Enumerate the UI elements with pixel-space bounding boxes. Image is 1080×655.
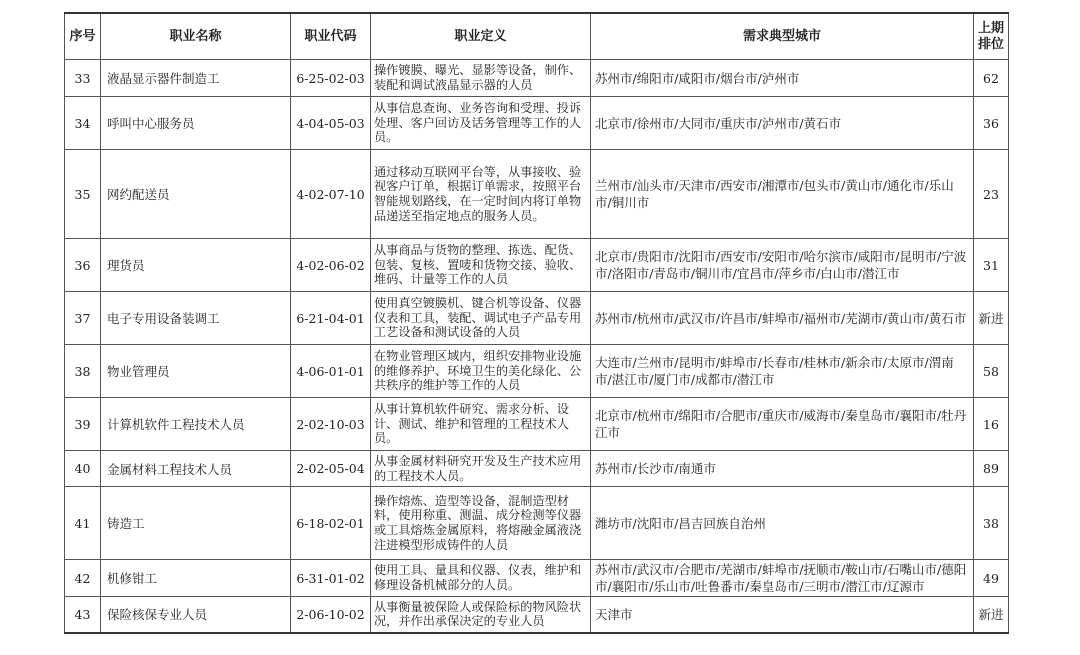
occupation-definition: [371, 487, 591, 560]
demand-cities-text: 潍坊市/沈阳市/昌吉回族自治州: [595, 515, 766, 531]
row-number: [65, 97, 101, 150]
occupation-code: [291, 560, 371, 597]
previous-rank: [974, 560, 1009, 597]
table-header-row: [65, 13, 1009, 60]
previous-rank: [974, 60, 1009, 97]
occupation-name: [101, 398, 291, 451]
row-number-text: 38: [74, 363, 91, 379]
demand-cities: [591, 60, 974, 97]
row-number-text: 40: [74, 461, 91, 476]
occupation-table-container: [64, 12, 1008, 634]
row-number: [65, 451, 101, 487]
occupation-code: [291, 150, 371, 239]
demand-cities: [591, 487, 974, 560]
demand-cities-text: 北京市/徐州市/大同市/重庆市/泸州市/黄石市: [595, 115, 842, 131]
previous-rank: [974, 597, 1009, 633]
table-row: [65, 451, 1009, 487]
header-code: 职业代码: [291, 13, 371, 60]
occupation-definition-text: 从事衡量被保险人或保险标的物风险状况，并作出承保决定的专业人员: [374, 599, 582, 629]
previous-rank-text: 89: [983, 461, 999, 476]
row-number: [65, 345, 101, 398]
occupation-name: [101, 150, 291, 239]
occupation-code: [291, 597, 371, 633]
occupation-code-text: 6-25-02-03: [296, 70, 365, 86]
demand-cities: [591, 239, 974, 292]
occupation-definition-text: 在物业管理区域内，组织安排物业设施的维修养护、环境卫生的美化绿化、公共秩序的维护等工作的人员: [374, 349, 582, 393]
occupation-code: [291, 60, 371, 97]
occupation-code-text: 2-02-10-03: [296, 416, 365, 432]
row-number-text: 43: [74, 606, 91, 622]
demand-cities: [591, 292, 974, 345]
demand-cities: [591, 97, 974, 150]
occupation-name: [101, 487, 291, 560]
occupation-definition-text: 从事商品与货物的整理、拣选、配货、包装、复核、置唛和货物交接、验收、堆码、计量等工作的人员: [374, 243, 582, 287]
occupation-name: [101, 60, 291, 97]
row-number: [65, 150, 101, 239]
previous-rank-text: 36: [983, 115, 999, 131]
demand-cities: [591, 150, 974, 239]
occupation-definition: [371, 239, 591, 292]
table-row: [65, 60, 1009, 97]
demand-cities: [591, 560, 974, 597]
row-number-text: 39: [74, 416, 91, 432]
occupation-definition-text: 使用真空镀膜机、键合机等设备、仪器仪表和工具，装配、调试电子产品专用工艺设备和测试设备的人员: [374, 296, 582, 340]
table-row: [65, 560, 1009, 597]
previous-rank: [974, 451, 1009, 487]
row-number: [65, 398, 101, 451]
header-name: 职业名称: [101, 13, 291, 60]
occupation-definition-text: 操作镀膜、曝光、显影等设备，制作、装配和调试液晶显示器的人员: [374, 63, 582, 92]
occupation-name-text: 电子专用设备装调工: [107, 311, 220, 326]
occupation-code: [291, 398, 371, 451]
previous-rank-text: 新进: [978, 311, 1004, 326]
occupation-code: [291, 97, 371, 150]
demand-cities-text: 兰州市/汕头市/天津市/西安市/湘潭市/包头市/黄山市/通化市/乐山市/铜川市: [595, 178, 954, 210]
occupation-name-text: 机修钳工: [107, 571, 158, 586]
occupation-code-text: 4-02-07-10: [296, 186, 365, 202]
row-number: [65, 560, 101, 597]
previous-rank: [974, 345, 1009, 398]
table-row: [65, 97, 1009, 150]
row-number: [65, 60, 101, 97]
row-number: [65, 487, 101, 560]
occupation-code-text: 4-04-05-03: [296, 115, 365, 131]
occupation-name-text: 网约配送员: [107, 187, 170, 202]
occupation-name-text: 金属材料工程技术人员: [107, 461, 233, 477]
demand-cities-text: 苏州市/绵阳市/咸阳市/烟台市/泸州市: [595, 70, 800, 86]
header-definition: 职业定义: [371, 13, 591, 60]
occupation-name: [101, 97, 291, 150]
occupation-code-text: 2-06-10-02: [296, 606, 365, 622]
previous-rank: [974, 292, 1009, 345]
table-row: [65, 292, 1009, 345]
row-number-text: 36: [74, 257, 91, 273]
occupation-code-text: 6-31-01-02: [296, 570, 365, 586]
occupation-name-text: 物业管理员: [107, 364, 170, 379]
occupation-name-text: 呼叫中心服务员: [107, 116, 195, 131]
demand-cities-text: 苏州市/杭州市/武汉市/许昌市/蚌埠市/福州市/芜湖市/黄山市/黄石市: [595, 310, 967, 326]
occupation-name: [101, 239, 291, 292]
previous-rank-text: 38: [983, 515, 999, 531]
demand-cities-text: 苏州市/长沙市/南通市: [595, 461, 716, 476]
row-number-text: 34: [74, 115, 91, 131]
row-number-text: 41: [74, 515, 91, 531]
previous-rank-text: 16: [983, 416, 999, 432]
previous-rank: [974, 487, 1009, 560]
demand-cities: [591, 451, 974, 487]
occupation-name: [101, 345, 291, 398]
occupation-name: [101, 560, 291, 597]
occupation-definition: [371, 560, 591, 597]
occupation-definition: [371, 60, 591, 97]
previous-rank-text: 31: [983, 257, 999, 273]
header-no: 序号: [65, 13, 101, 60]
previous-rank-text: 新进: [978, 607, 1004, 623]
table-row: [65, 150, 1009, 239]
occupation-definition-text: 使用工具、量具和仪器、仪表，维护和修理设备机械部分的人员。: [374, 563, 582, 592]
previous-rank-text: 62: [983, 70, 999, 86]
row-number-text: 35: [74, 186, 91, 202]
row-number: [65, 239, 101, 292]
occupation-name: [101, 292, 291, 345]
demand-cities-text: 天津市: [595, 606, 633, 622]
table-row: [65, 239, 1009, 292]
occupation-name-text: 液晶显示器件制造工: [107, 71, 220, 86]
occupation-definition: [371, 150, 591, 239]
demand-cities-text: 北京市/杭州市/绵阳市/合肥市/重庆市/威海市/秦皇岛市/襄阳市/牡丹江市: [595, 408, 967, 440]
occupation-definition-text: 操作熔炼、造型等设备，混制造型材料，使用称重、测温、成分检测等仪器或工具熔炼金属原料，将熔融金属液浇注进模型形成铸件的人员: [374, 493, 582, 552]
row-number-text: 42: [74, 570, 91, 586]
occupation-name-text: 保险核保专业人员: [107, 607, 208, 623]
occupation-code: [291, 239, 371, 292]
demand-cities: [591, 597, 974, 633]
table-row: [65, 487, 1009, 560]
occupation-code: [291, 487, 371, 560]
occupation-name-text: 铸造工: [107, 516, 145, 531]
occupation-definition-text: 从事信息查询、业务咨询和受理、投诉处理、客户回访及话务管理等工作的人员。: [374, 101, 582, 145]
occupation-name: [101, 597, 291, 633]
demand-cities-text: 北京市/贵阳市/沈阳市/西安市/安阳市/哈尔滨市/咸阳市/昆明市/宁波市/洛阳市/青岛市/铜川市/宜昌市/萍乡市/白山市/潜江市: [595, 249, 967, 281]
occupation-code: [291, 345, 371, 398]
table-row: [65, 597, 1009, 633]
header-rank-line1: 上期: [977, 20, 1004, 36]
previous-rank: [974, 239, 1009, 292]
row-number: [65, 292, 101, 345]
occupation-code-text: 6-18-02-01: [296, 515, 365, 531]
table-row: [65, 398, 1009, 451]
demand-cities-text: 大连市/兰州市/昆明市/蚌埠市/长春市/桂林市/新余市/太原市/渭南市/湛江市/厦门市/成都市/潜江市: [595, 355, 954, 387]
occupation-definition-text: 从事金属材料研究开发及生产技术应用的工程技术人员。: [374, 453, 582, 483]
row-number-text: 37: [74, 310, 91, 326]
demand-cities: [591, 398, 974, 451]
header-rank: [974, 13, 1009, 60]
occupation-definition: [371, 97, 591, 150]
occupation-definition: [371, 451, 591, 487]
table-row: [65, 345, 1009, 398]
occupation-code-text: 2-02-05-04: [296, 461, 365, 476]
occupation-code-text: 4-06-01-01: [296, 363, 365, 379]
occupation-code-text: 6-21-04-01: [296, 310, 365, 326]
occupation-name-text: 理货员: [107, 258, 145, 273]
demand-cities: [591, 345, 974, 398]
occupation-demand-table: [64, 12, 1009, 634]
occupation-code: [291, 292, 371, 345]
occupation-code-text: 4-02-06-02: [296, 257, 365, 273]
previous-rank: [974, 97, 1009, 150]
occupation-definition: [371, 292, 591, 345]
previous-rank-text: 49: [983, 570, 999, 586]
occupation-name-text: 计算机软件工程技术人员: [107, 417, 245, 432]
occupation-definition: [371, 345, 591, 398]
header-cities: 需求典型城市: [591, 13, 974, 60]
previous-rank-text: 23: [983, 186, 999, 202]
occupation-definition-text: 通过移动互联网平台等，从事接收、验视客户订单，根据订单需求，按照平台智能规划路线，在一定时间内将订单物品递送至指定地点的服务人员。: [374, 164, 582, 223]
occupation-definition: [371, 597, 591, 633]
row-number-text: 33: [74, 70, 91, 86]
occupation-code: [291, 451, 371, 487]
previous-rank: [974, 398, 1009, 451]
occupation-definition: [371, 398, 591, 451]
demand-cities-text: 苏州市/武汉市/合肥市/芜湖市/蚌埠市/抚顺市/鞍山市/石嘴山市/德阳市/襄阳市/乐山市/吐鲁番市/秦皇岛市/三明市/潜江市/辽源市: [595, 562, 967, 594]
previous-rank: [974, 150, 1009, 239]
occupation-definition-text: 从事计算机软件研究、需求分析、设计、测试、维护和管理的工程技术人员。: [374, 402, 569, 446]
header-rank-line2: 排位: [977, 36, 1004, 52]
occupation-name: [101, 451, 291, 487]
previous-rank-text: 58: [983, 363, 999, 379]
row-number: [65, 597, 101, 633]
